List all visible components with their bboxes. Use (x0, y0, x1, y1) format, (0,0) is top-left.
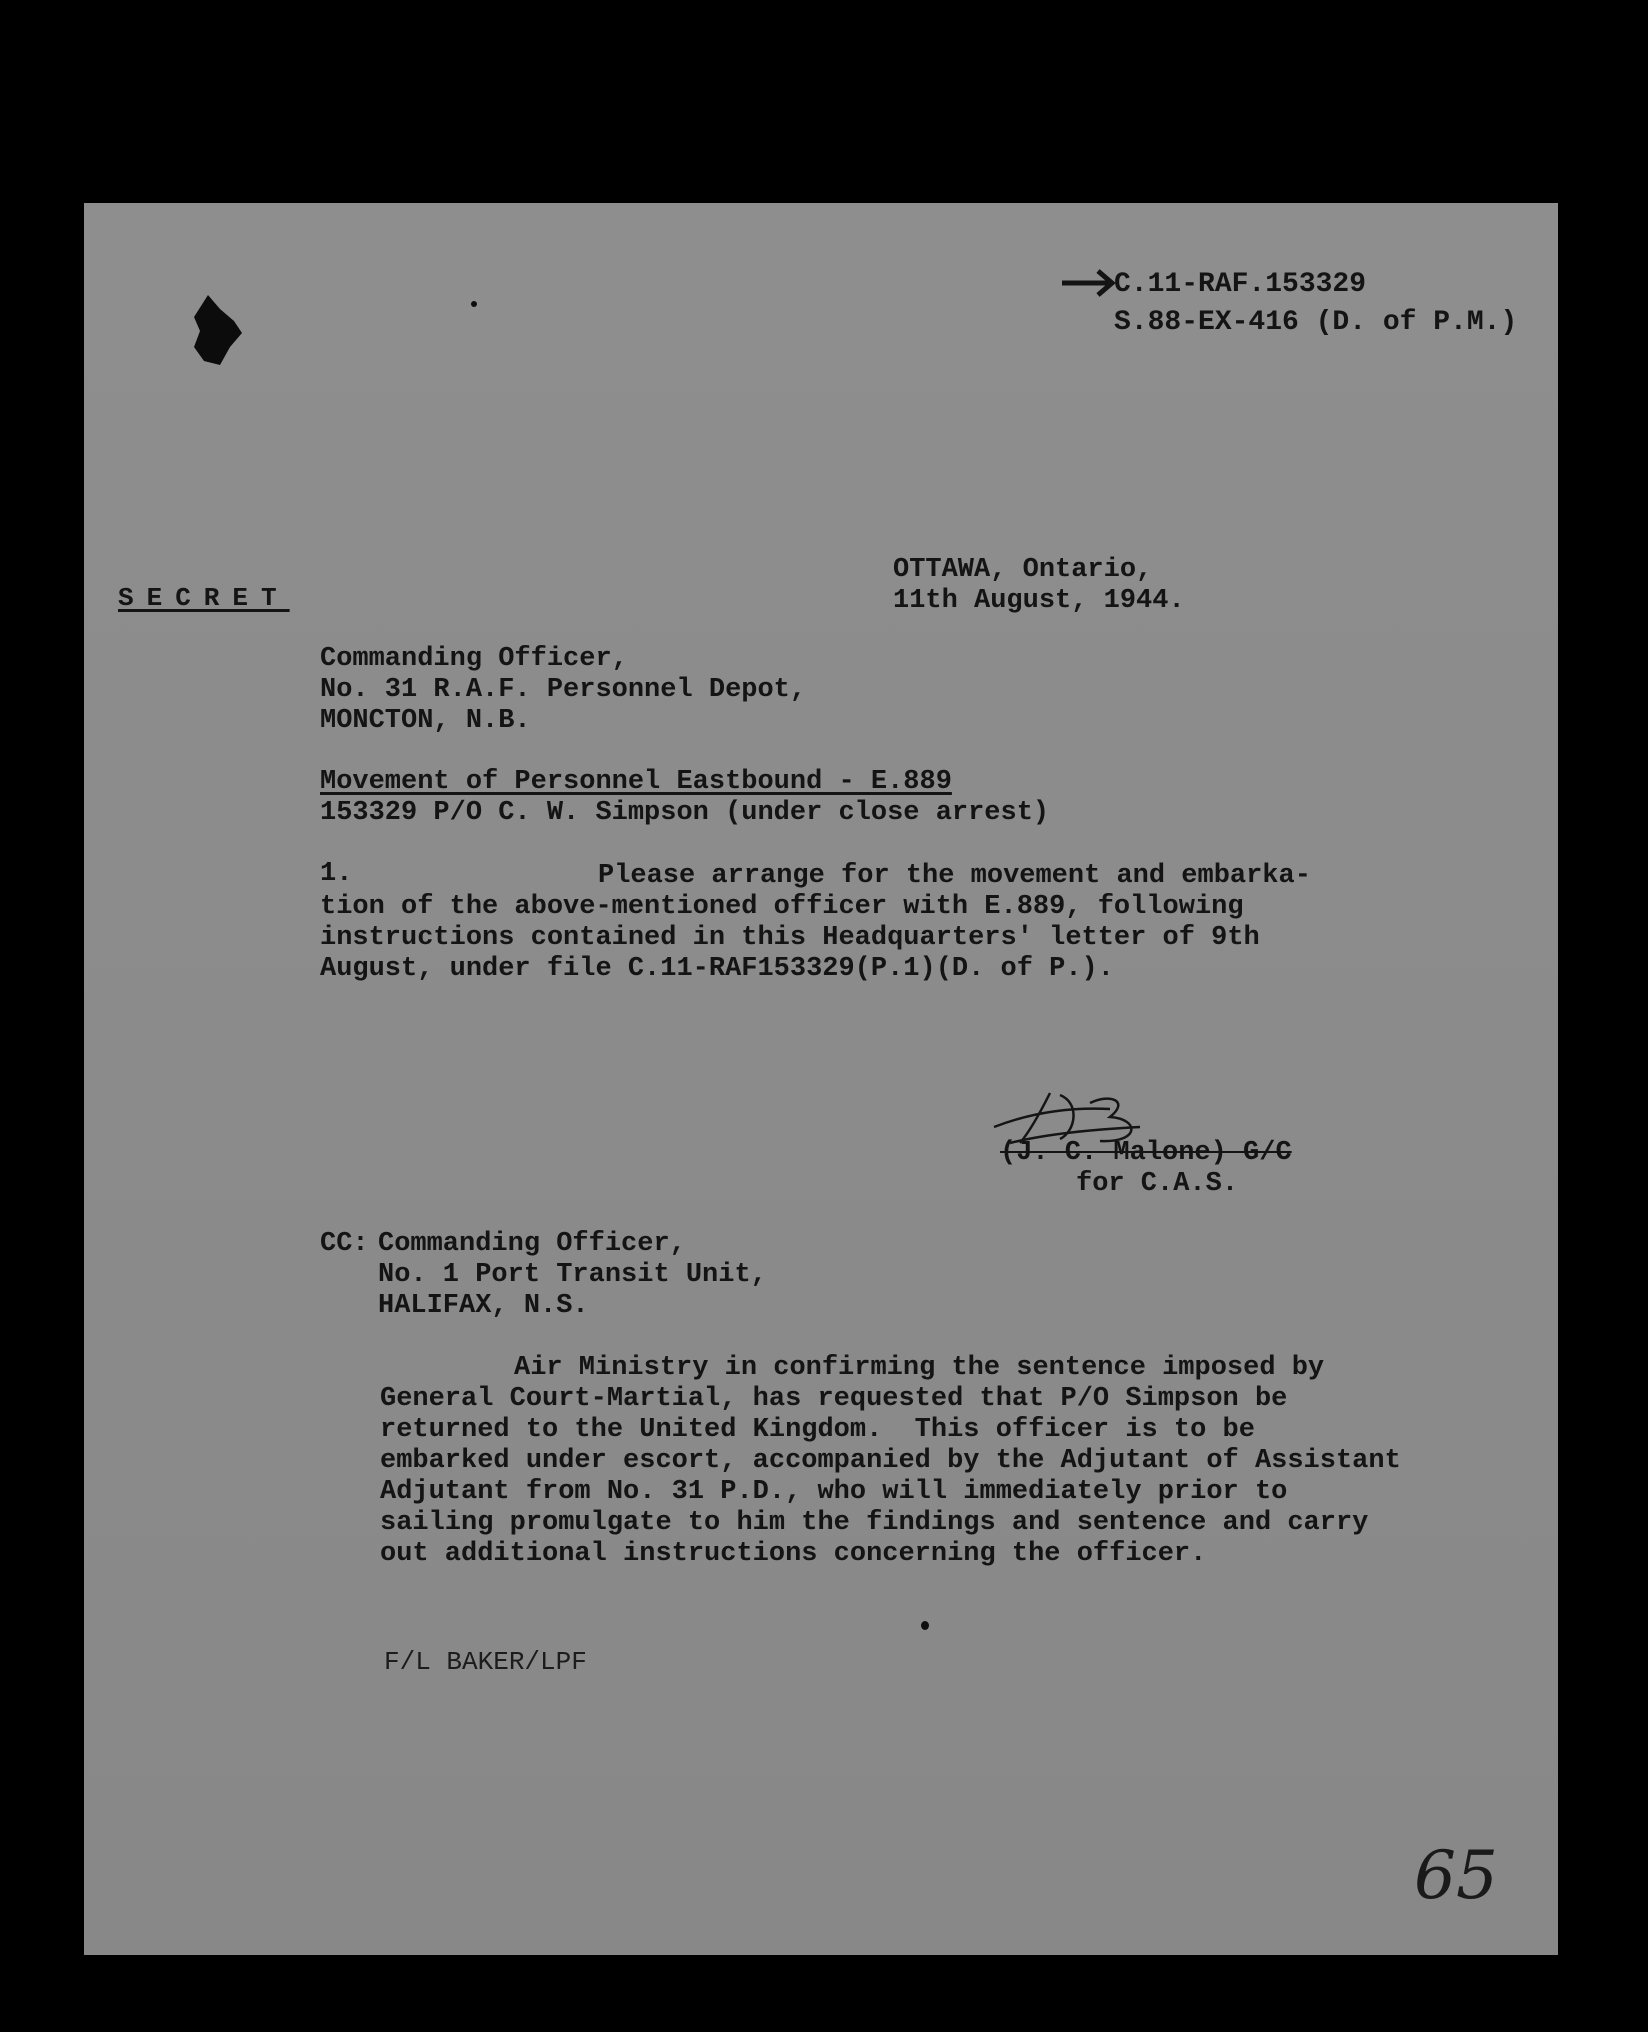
cc-line3: HALIFAX, N.S. (378, 1291, 589, 1321)
cc-line1: Commanding Officer, (378, 1229, 686, 1259)
cc-prefix: CC: (320, 1229, 369, 1259)
cc-line2: No. 1 Port Transit Unit, (378, 1260, 767, 1290)
reference-initials: F/L BAKER/LPF (384, 1647, 587, 1677)
file-reference-line2: S.88-EX-416 (D. of P.M.) (1114, 307, 1518, 338)
file-reference-arrow-icon (1058, 263, 1118, 304)
page-number: 65 (1414, 1837, 1498, 1914)
subject-line2: 153329 P/O C. W. Simpson (under close arrest) (320, 798, 1050, 828)
subject-line1: Movement of Personnel Eastbound - E.889 (320, 767, 952, 797)
paragraph2-line: embarked under escort, accompanied by the Adjutant of Assistant (380, 1446, 1401, 1476)
ink-dot (471, 301, 477, 307)
paragraph2-line: General Court-Martial, has requested that P/O Simpson be (380, 1384, 1288, 1414)
date-line: 11th August, 1944. (893, 586, 1185, 616)
paragraph1-number: 1. (320, 859, 353, 889)
paragraph1-line: August, under file C.11-RAF153329(P.1)(D. of P.). (320, 954, 1114, 984)
punch-mark (190, 291, 246, 376)
addressee-line3: MONCTON, N.B. (320, 706, 531, 736)
ink-dot (921, 1621, 929, 1630)
paragraph2-line: returned to the United Kingdom. This officer is to be (380, 1415, 1255, 1445)
addressee-line2: No. 31 R.A.F. Personnel Depot, (320, 675, 807, 705)
paragraph2-line: sailing promulgate to him the findings and sentence and carry (380, 1508, 1369, 1538)
addressee-line1: Commanding Officer, (320, 644, 628, 674)
place-line: OTTAWA, Ontario, (893, 555, 1153, 585)
paragraph1-line: Please arrange for the movement and embarka- (598, 861, 1311, 891)
paragraph2-line: Air Ministry in confirming the sentence imposed by (514, 1353, 1325, 1383)
classification-label: SECRET (118, 583, 290, 613)
signature-name: (J. C. Malone) G/C (1000, 1138, 1292, 1168)
paragraph1-line: tion of the above-mentioned officer with E.889, following (320, 892, 1244, 922)
paragraph2-line: out additional instructions concerning the officer. (380, 1539, 1207, 1569)
document-sheet (84, 203, 1558, 1955)
paragraph2-line: Adjutant from No. 31 P.D., who will immediately prior to (380, 1477, 1288, 1507)
signature-for-line: for C.A.S. (1076, 1169, 1239, 1199)
file-reference-line1: C.11-RAF.153329 (1114, 269, 1367, 300)
paragraph1-line: instructions contained in this Headquarters' letter of 9th (320, 923, 1260, 953)
